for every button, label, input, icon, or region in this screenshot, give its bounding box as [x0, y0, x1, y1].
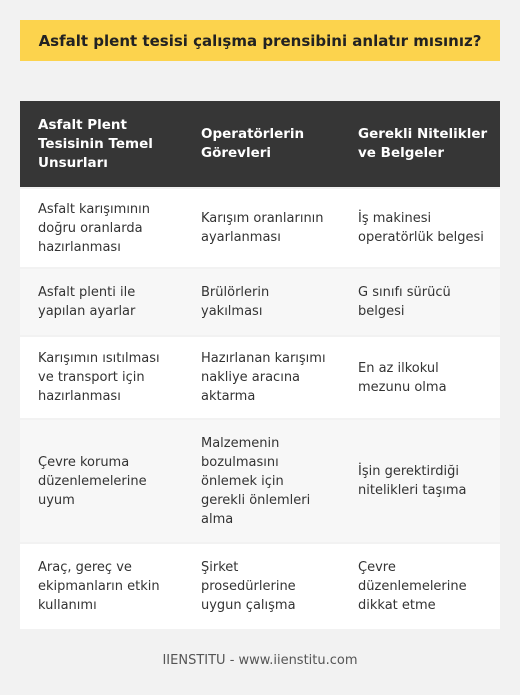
table-row	[20, 543, 500, 629]
table-cell: İşin gerektirdiği nitelikleri taşıma	[340, 419, 500, 543]
table-cell: Asfalt plenti ile yapılan ayarlar	[20, 268, 183, 336]
table-row	[20, 188, 500, 268]
table-row	[20, 419, 500, 543]
table-cell: Hazırlanan karışımı nakliye aracına aktarma	[183, 336, 340, 419]
table-row	[20, 336, 500, 419]
table-cell: Karışım oranlarının ayarlanması	[183, 188, 340, 268]
column-header: Operatörlerin Görevleri	[183, 101, 340, 188]
table-cell: Asfalt karışımının doğru oranlarda hazırlanması	[20, 188, 183, 268]
table-cell: Şirket prosedürlerine uygun çalışma	[183, 543, 340, 629]
table-cell: Karışımın ısıtılması ve transport için hazırlanması	[20, 336, 183, 419]
column-header: Asfalt Plent Tesisinin Temel Unsurları	[20, 101, 183, 188]
table-header-row	[20, 101, 500, 188]
table-cell: Çevre koruma düzenlemelerine uyum	[20, 419, 183, 543]
table-cell: Brülörlerin yakılması	[183, 268, 340, 336]
page-title: Asfalt plent tesisi çalışma prensibini anlatır mısınız?	[38, 31, 482, 50]
table-row	[20, 268, 500, 336]
column-header: Gerekli Nitelikler ve Belgeler	[340, 101, 500, 188]
table-cell: Araç, gereç ve ekipmanların etkin kullanımı	[20, 543, 183, 629]
table-cell: Malzemenin bozulmasını önlemek için gerekli önlemleri alma	[183, 419, 340, 543]
footer-credit: IIENSTITU - www.iienstitu.com	[162, 653, 358, 668]
table-cell: İş makinesi operatörlük belgesi	[340, 188, 500, 268]
table-cell: G sınıfı sürücü belgesi	[340, 268, 500, 336]
table-cell: Çevre düzenlemelerine dikkat etme	[340, 543, 500, 629]
info-table	[20, 101, 500, 629]
table-cell: En az ilkokul mezunu olma	[340, 336, 500, 419]
page-title-banner	[20, 20, 500, 61]
